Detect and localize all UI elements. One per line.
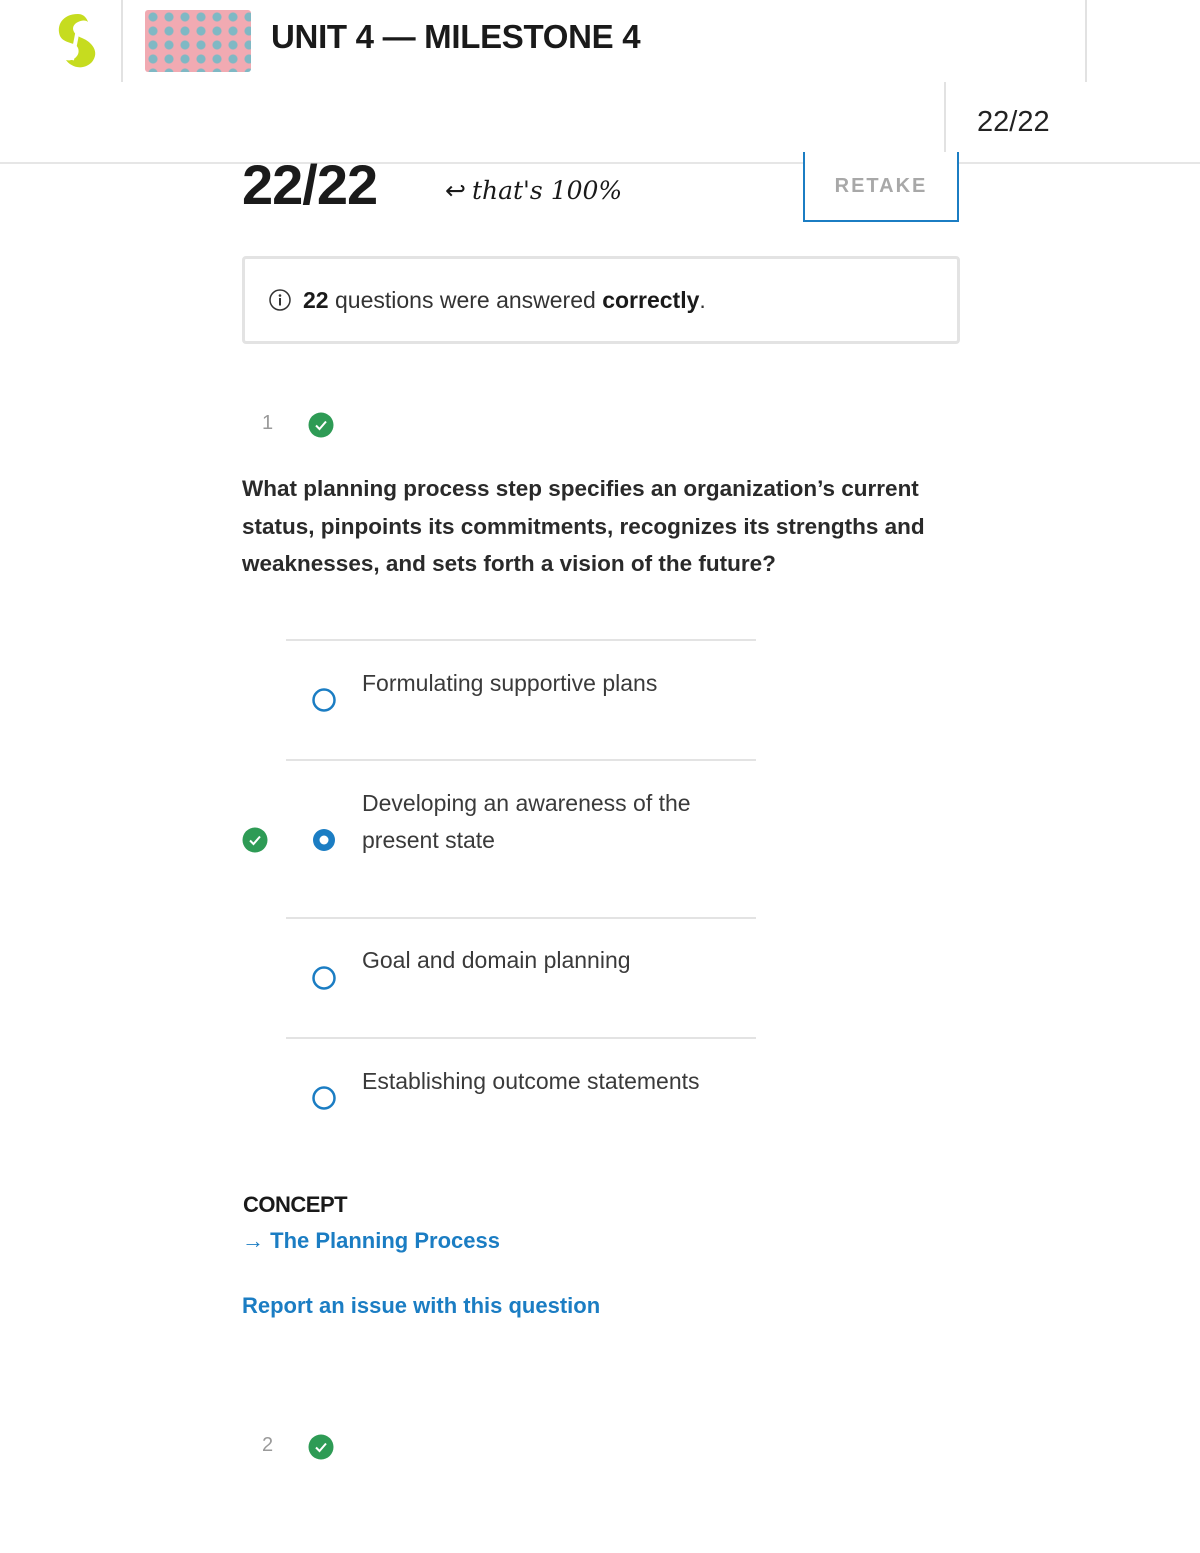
score-cell: [946, 82, 1200, 162]
correct-answer-check-icon: [242, 827, 268, 853]
option-label[interactable]: Formulating supportive plans: [362, 670, 658, 696]
info-text-end: .: [699, 286, 706, 313]
option-divider: [286, 639, 756, 641]
header-bottom-border: [0, 162, 1200, 164]
retake-button[interactable]: RETAKE: [803, 152, 959, 222]
correct-check-icon: [308, 1434, 334, 1460]
curved-arrow-icon: ↩: [445, 176, 466, 205]
unit-thumbnail: [145, 10, 251, 72]
header-divider-right: [1085, 0, 1087, 82]
option-label[interactable]: Goal and domain planning: [362, 947, 631, 973]
info-text-middle: questions were answered: [334, 286, 596, 313]
question-text: What planning process step specifies an organization’s current status, pinpoints its commitments, recognizes its strengths and weaknesses, and sets forth a vision of the future?: [242, 476, 925, 576]
option-divider: [286, 1037, 756, 1039]
arrow-right-icon: →: [242, 1228, 264, 1253]
score-hint-text: that's 100%: [471, 176, 623, 205]
page-title: UNIT 4 — MILESTONE 4: [271, 18, 641, 55]
option-divider: [286, 917, 756, 919]
score-display: 22/22: [242, 153, 378, 216]
info-text-bold: correctly: [602, 286, 700, 313]
radio-button-unselected[interactable]: [312, 1086, 336, 1110]
radio-button-unselected[interactable]: [312, 966, 336, 990]
question-number: 2: [262, 1434, 274, 1456]
option-divider: [286, 759, 756, 761]
correct-check-icon: [308, 412, 334, 438]
concept-link[interactable]: [242, 1228, 500, 1254]
score-badge: 22/22: [977, 106, 1050, 138]
option-label[interactable]: Establishing outcome statements: [362, 1068, 700, 1094]
result-info-box: [242, 256, 960, 344]
info-icon: [269, 289, 291, 311]
option-label[interactable]: Developing an awareness of the present state: [362, 790, 691, 853]
score-hint: [445, 176, 622, 205]
radio-button-selected[interactable]: [312, 828, 336, 852]
info-text: [303, 287, 706, 314]
radio-button-unselected[interactable]: [312, 688, 336, 712]
report-issue-link[interactable]: Report an issue with this question: [242, 1293, 601, 1318]
header-divider: [121, 0, 123, 82]
sophia-logo-icon[interactable]: [52, 12, 100, 72]
question-number: 1: [262, 412, 274, 434]
concept-label: CONCEPT: [243, 1192, 348, 1217]
concept-link-text[interactable]: The Planning Process: [270, 1228, 500, 1253]
correct-count: 22: [303, 286, 329, 313]
